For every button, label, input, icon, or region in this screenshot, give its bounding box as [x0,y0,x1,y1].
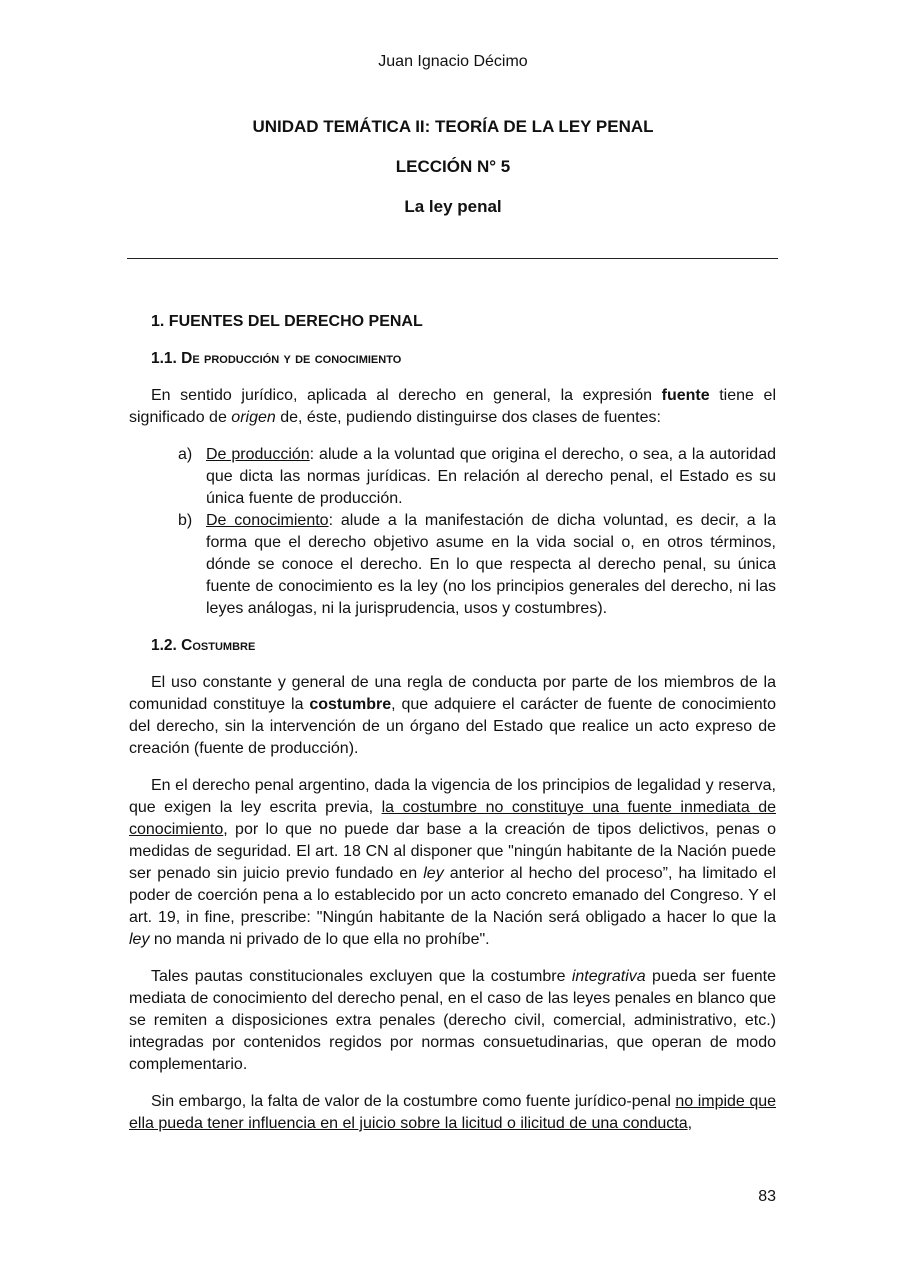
section-heading: 1. FUENTES DEL DERECHO PENAL [151,313,423,330]
list-item [129,444,776,510]
unit-title: UNIDAD TEMÁTICA II: TEORÍA DE LA LEY PENAL [252,117,654,136]
text-run: En el derecho penal argentino, dada la vigencia de los principios de legalidad y reserva, que exigen la ley escrita previa, [129,777,776,816]
text-run: El uso constante y general de una regla de conducta por parte de los miembros de la comunidad constituye la [129,674,776,713]
text-run: : alude a la voluntad que origina el derecho, o sea, a la autoridad que dicta las normas jurídicas. En relación al derecho penal, el Estado es su única fuente de producción. [206,446,776,507]
text-run: , [687,1115,693,1132]
subsection-heading: 1.1. De producción y de conocimiento [151,350,402,367]
list-marker: a) [178,446,193,463]
paragraph [129,385,776,429]
underlined-text: no impide que ella pueda tener influencia en el juicio sobre la licitud o ilicitud de una conducta [129,1093,777,1132]
document-body [129,311,776,1150]
list-marker-wrap [129,444,206,510]
text-run: : alude a la manifestación de dicha voluntad, es decir, a la forma que el derecho objetivo asume en la vida social o, en otros términos, dónde se conoce el derecho. En lo que respecta al derecho penal, su única fuente de conocimiento es la ley (no los principios generales del derecho, ni las leyes análogas, ni la jurisprudencia, usos y costumbres). [206,512,776,617]
list-item [129,510,776,620]
paragraph [129,672,776,760]
horizontal-rule [127,258,778,259]
subsection-heading: 1.2. Costumbre [151,637,256,654]
italic-text: origen [231,409,276,426]
underlined-text: la costumbre no constituye una fuente inmediata de conocimiento [129,799,776,838]
bold-text: costumbre [309,696,392,713]
page-number: 83 [758,1188,776,1205]
list-marker-wrap [129,510,206,620]
paragraph [129,1091,776,1135]
underlined-text: De producción [206,446,310,463]
text-run: pueda ser fuente mediata de conocimiento del derecho penal, en el caso de las leyes penales en blanco que se remiten a disposiciones extra penales (derecho civil, comercial, administrativo, etc.) integradas por contenidos regidos por normas consuetudinarias, que operan de modo complementario. [129,968,776,1073]
underlined-text: De conocimiento [206,512,329,529]
lesson-number: LECCIÓN N° 5 [395,157,511,176]
list-item-text [206,444,776,510]
lesson-title: La ley penal [404,197,502,216]
text-run: de, éste, pudiendo distinguirse dos clases de fuentes: [275,409,661,426]
text-run: , que adquiere el carácter de fuente de conocimiento del derecho, sin la intervención de un órgano del Estado que realice un acto expreso de creación (fuente de producción). [129,696,777,757]
list-item-text [206,510,776,620]
text-run: En sentido jurídico, aplicada al derecho en general, la expresión [151,387,662,404]
text-run: Tales pautas constitucionales excluyen que la costumbre [151,968,572,985]
italic-text: integrativa [571,968,646,985]
text-run: no manda ni privado de lo que ella no prohíbe". [149,931,490,948]
text-run: tiene el significado de [129,387,776,426]
text-run: , por lo que no puede dar base a la creación de tipos delictivos, penas o medidas de seguridad. El art. 18 CN al disponer que "ningún habitante de la Nación puede ser penado sin juicio previo fundado en [129,821,776,882]
italic-text: ley [423,865,444,882]
bold-text: fuente [661,387,710,404]
ordered-list [129,444,776,620]
text-run: anterior al hecho del proceso”, ha limitado el poder de coerción pena a lo establecido por un acto concreto emanado del Congreso. Y el art. 19, in fine, prescribe: "Ningún habitante de la Nación será obligado a hacer lo que la [129,865,777,926]
text-run: Sin embargo, la falta de valor de la costumbre como fuente jurídico-penal [151,1093,676,1110]
paragraph [129,775,776,951]
page-header-author: Juan Ignacio Décimo [378,53,528,70]
paragraph [129,966,776,1076]
italic-text: ley [129,931,150,948]
list-marker: b) [178,512,193,529]
